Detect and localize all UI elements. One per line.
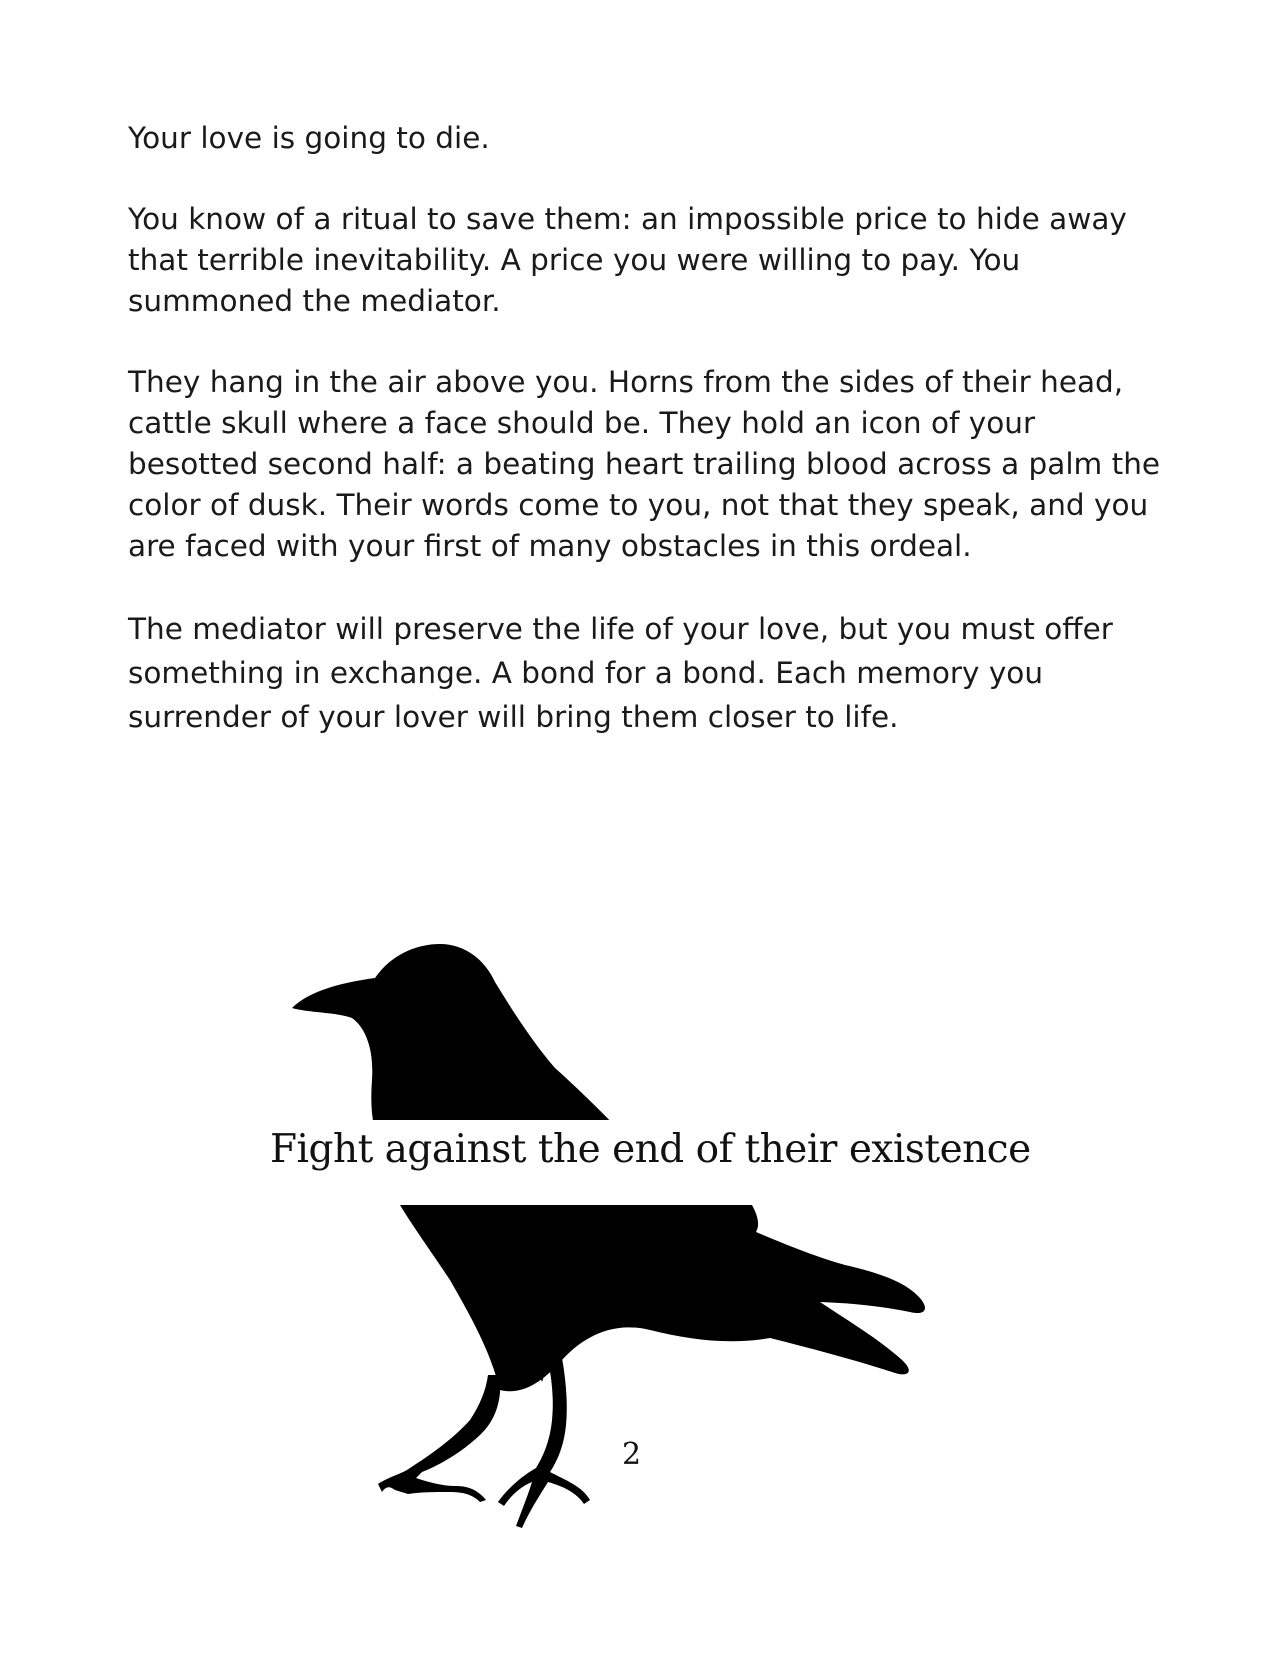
paragraph-3: They hang in the air above you. Horns from the sides of their head, cattle skull where a face should be. They hold an icon of your besotted second half: a beating heart trailing blood across a palm the color of dusk. Their words come to you, not that they speak, and you are faced with your first of many obstacles in this ordeal.	[128, 365, 1161, 563]
tagline: Fight against the end of their existence	[270, 1127, 1031, 1172]
paragraph-4: The mediator will preserve the life of your love, but you must offer something in exchange. A bond for a bond. Each memory you surrender of your lover will bring them closer to life.	[128, 612, 1113, 734]
paragraph-1: Your love is going to die.	[128, 121, 490, 155]
paragraph-2: You know of a ritual to save them: an impossible price to hide away that terrible inevitability. A price you were willing to pay. You summoned the mediator.	[128, 202, 1127, 318]
body-text	[128, 118, 1168, 779]
page-number: 2	[622, 1437, 642, 1472]
